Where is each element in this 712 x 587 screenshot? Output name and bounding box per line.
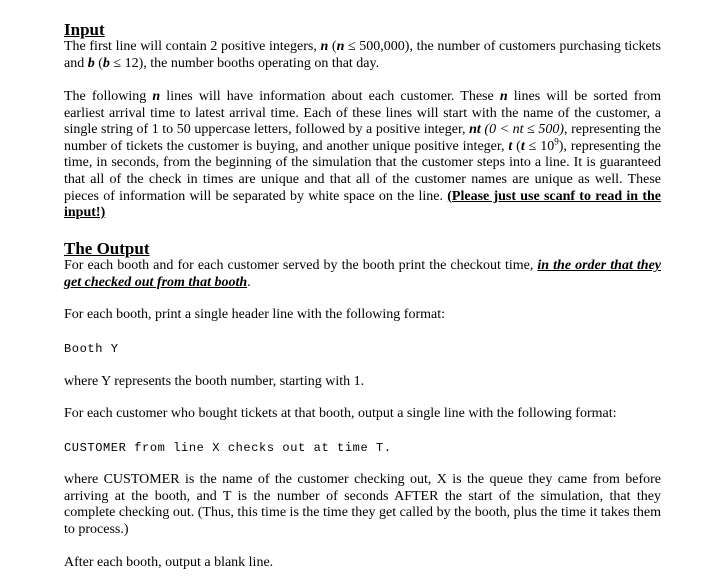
input-paragraph-1: The first line will contain 2 positive integers, n (n ≤ 500,000), the number of customers purchasing tickets and b (b ≤ 12), the number booths operating on that day. — [64, 39, 661, 71]
output-paragraph-2: For each booth, print a single header line with the following format: — [64, 307, 446, 322]
scanf-note: (Please just use scanf to read in the input!) — [64, 188, 661, 221]
input-heading: Input — [64, 20, 105, 39]
code-booth-header: Booth Y — [64, 342, 119, 356]
code-customer-line: CUSTOMER from line X checks out at time T. — [64, 441, 392, 455]
output-heading: The Output — [64, 239, 150, 258]
output-paragraph-5: where CUSTOMER is the name of the customer checking out, X is the queue they came from before arriving at the booth, and T is the number of seconds AFTER the start of the simulation, that they complete checking out. (Thus, this time is the time they get called by the booth, plus the time it takes them to process.) — [64, 472, 661, 537]
output-paragraph-1: For each booth and for each customer served by the booth print the checkout time, in the order that they get checked out from that booth. — [64, 258, 661, 290]
output-paragraph-3: where Y represents the booth number, starting with 1. — [64, 374, 365, 389]
output-paragraph-4: For each customer who bought tickets at that booth, output a single line with the following format: — [64, 406, 617, 421]
output-paragraph-6: After each booth, output a blank line. — [64, 555, 274, 570]
input-paragraph-2: The following n lines will have information about each customer. These n lines will be sorted from earliest arrival time to latest arrival time. Each of these lines will start with the name of the customer, a single string of 1 to 50 uppercase letters, followed by a positive integer, nt (0 < nt ≤ 500), representing the number of tickets the customer is buying, and another unique positive integer, t $(t \le 10^9)$, representing the time, in seconds, from the beginning of the simulation that the customer steps into a line. It is guaranteed that all of the check in times are unique and that all of the customer names are unique as well. These pieces of information will be separated by white space on the line. (Please just use scanf to read in the input!) — [64, 89, 662, 221]
